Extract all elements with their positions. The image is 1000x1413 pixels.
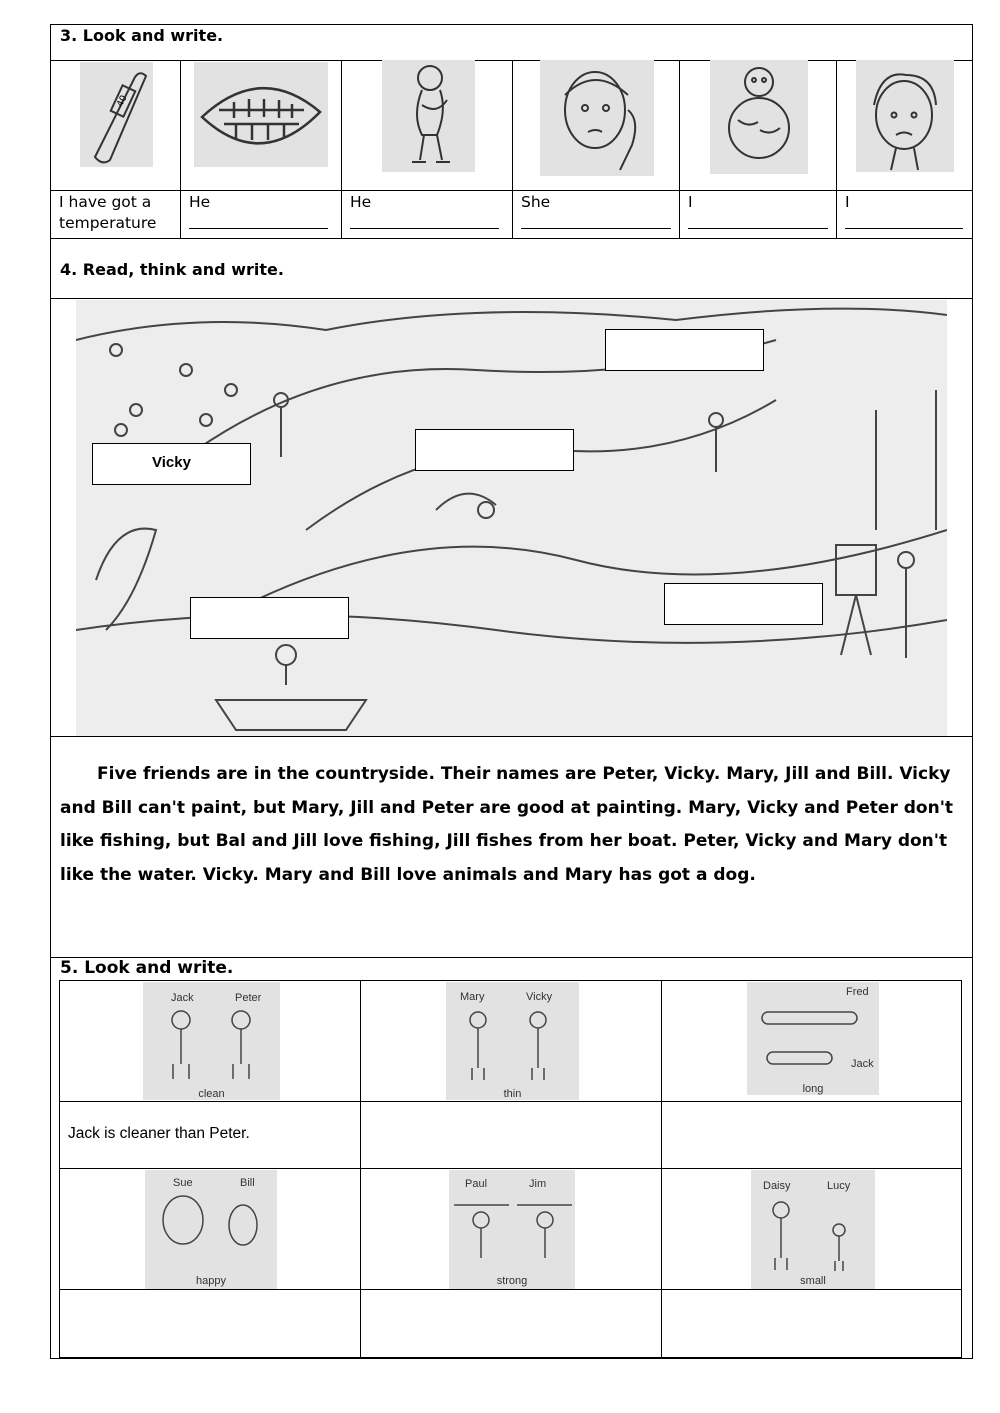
picture-daisy-lucy xyxy=(751,1170,875,1289)
picture-mary-vicky xyxy=(446,982,579,1100)
story-paragraph: Five friends are in the countryside. Their names are Peter, Vicky. Mary, Jill and Bill. Vicky and Bill can't paint, but Mary, Jill and Peter are good at painting. Mary, Vicky and Peter don't like fishing, but Bal and Jill love fishing, Jill fishes from her boat. Peter, Vicky and Mary don't like the water. Vicky. Mary and Bill love animals and Mary has got a dog. xyxy=(60,764,954,885)
thermometer-reading: 40 xyxy=(115,93,130,109)
picture-sue-bill xyxy=(145,1170,277,1289)
answer-blank-6[interactable] xyxy=(845,228,963,229)
pic4-name2: Bill xyxy=(240,1177,255,1189)
name-box-2[interactable] xyxy=(415,429,574,471)
name-box-vicky: Vicky xyxy=(92,443,251,485)
thermometer-icon xyxy=(80,62,153,167)
pic1-name1: Jack xyxy=(171,992,194,1004)
answer-box-thin[interactable] xyxy=(361,1102,661,1168)
pic5-name1: Paul xyxy=(465,1178,488,1190)
pic5-name2: Jim xyxy=(529,1178,547,1190)
answer-box-small[interactable] xyxy=(662,1290,962,1358)
pic6-name1: Daisy xyxy=(763,1180,791,1192)
pic1-caption: clean xyxy=(198,1088,225,1100)
answer-cell-5: I xyxy=(688,193,693,211)
pic6-name2: Lucy xyxy=(827,1180,851,1192)
section4-title: 4. Read, think and write. xyxy=(60,260,284,279)
picture-fred-jack xyxy=(747,982,879,1095)
answer-blank-5[interactable] xyxy=(688,228,828,229)
pic1-name2: Peter xyxy=(235,992,262,1004)
pic3-name1: Fred xyxy=(846,986,869,998)
answer-blank-4[interactable] xyxy=(521,228,671,229)
answer-cell-1 xyxy=(59,192,179,234)
example-sentence: Jack is cleaner than Peter. xyxy=(68,1125,250,1142)
headache-girl-icon xyxy=(856,60,954,172)
countryside-picture xyxy=(76,300,947,736)
pic4-name1: Sue xyxy=(173,1177,193,1189)
name-box-1[interactable] xyxy=(605,329,764,371)
stomachache-man-icon xyxy=(710,60,808,174)
pic2-caption: thin xyxy=(503,1088,522,1100)
pic2-name1: Mary xyxy=(460,991,485,1003)
answer-cell-2: He xyxy=(189,193,211,211)
toothache-mouth-icon xyxy=(194,62,328,167)
pic6-caption: small xyxy=(800,1275,826,1287)
stomachache-boy-icon xyxy=(382,60,475,172)
answer-cell-4: She xyxy=(521,193,551,211)
answer-box-happy[interactable] xyxy=(60,1290,360,1358)
name-box-3[interactable] xyxy=(190,597,349,639)
pic3-caption: long xyxy=(802,1083,824,1095)
pic5-caption: strong xyxy=(496,1275,528,1287)
pic2-name2: Vicky xyxy=(526,991,553,1003)
earache-girl-icon xyxy=(540,60,654,176)
answer-box-long[interactable] xyxy=(662,1102,962,1168)
answer-cell-3: He xyxy=(350,193,372,211)
section3-title: 3. Look and write. xyxy=(60,26,224,45)
example-line1: I have got a xyxy=(59,193,152,211)
example-line2: temperature xyxy=(59,214,157,232)
answer-blank-3[interactable] xyxy=(350,228,499,229)
pic3-name2: Jack xyxy=(851,1058,874,1070)
name-box-4[interactable] xyxy=(664,583,823,625)
pic4-caption: happy xyxy=(196,1275,226,1287)
answer-blank-2[interactable] xyxy=(189,228,328,229)
picture-jack-peter xyxy=(143,982,280,1100)
answer-box-strong[interactable] xyxy=(361,1290,661,1358)
picture-paul-jim xyxy=(449,1170,575,1289)
answer-cell-6: I xyxy=(845,193,850,211)
section5-title: 5. Look and write. xyxy=(60,958,234,978)
